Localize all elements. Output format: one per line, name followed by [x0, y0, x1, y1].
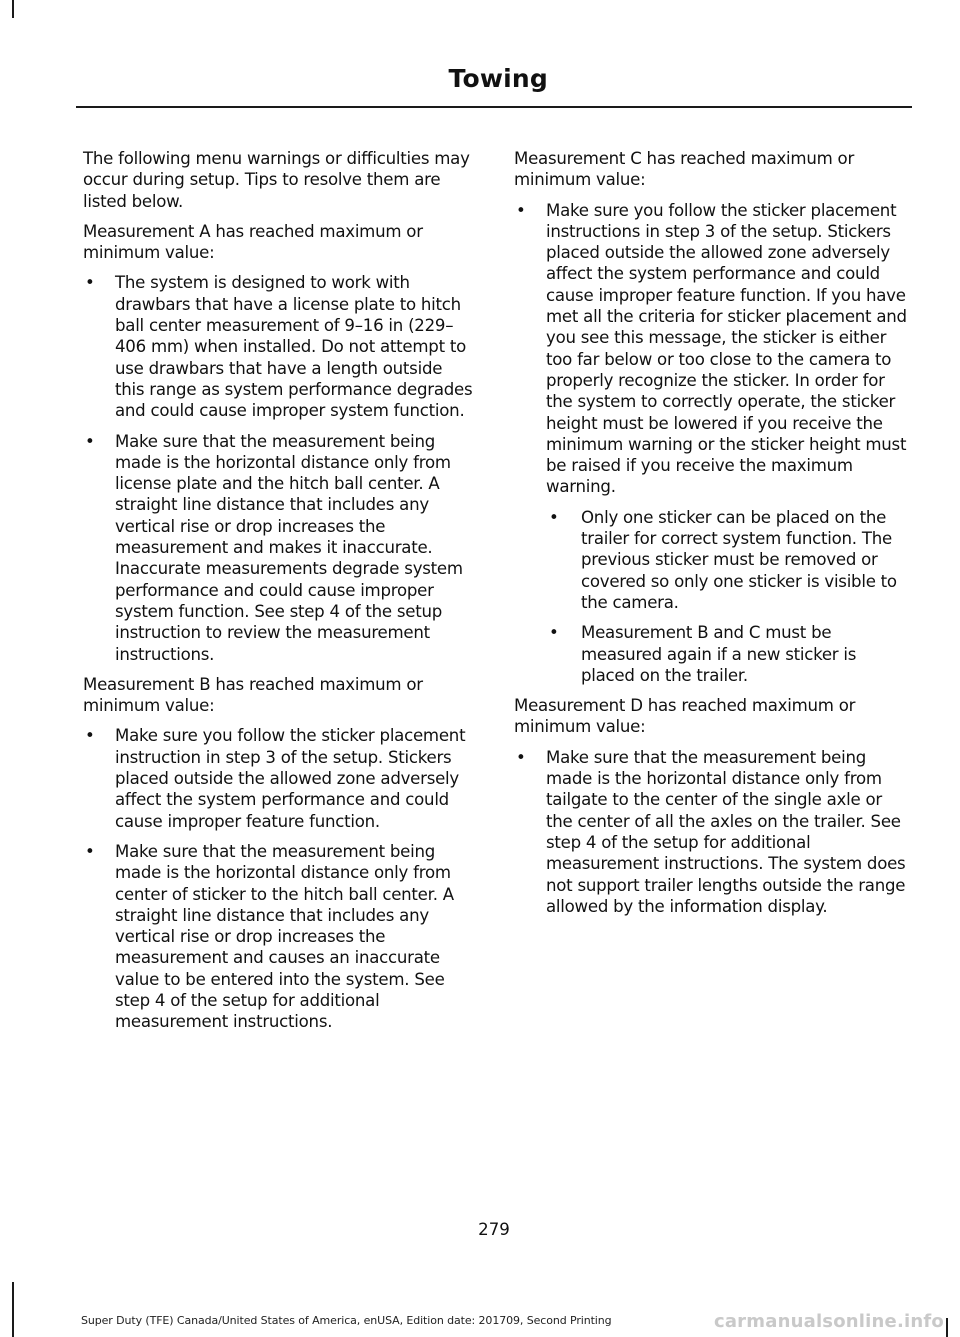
- header-divider: [76, 106, 912, 108]
- bullet-icon: •: [85, 273, 95, 293]
- list-item-text: Make sure that the measurement being made is the horizontal distance only from license plate and the hitch ball center. A straight line distance that includes any vertical rise or drop increases the measurement and makes it inaccurate. Inaccurate measurements degrade system performance and could cause improper system function. See step 4 of the setup instruction to review the measurement instructions.: [115, 431, 463, 664]
- crop-mark-bottom-right: [946, 1318, 948, 1337]
- bullet-icon: •: [516, 747, 526, 767]
- measurement-a-heading: Measurement A has reached maximum or minimum value:: [83, 221, 423, 263]
- bullet-icon: •: [549, 507, 559, 527]
- list-item-text: Make sure you follow the sticker placement instructions in step 3 of the setup. Stickers placed outside the allowed zone adversely affect the system performance and could cause improper feature function. If you have met all the criteria for sticker placement and you see this message, the sticker is either too far below or too close to the camera to properly recognize the sticker. In order for the system to correctly operate, the sticker height must be lowered if you receive the minimum warning or the sticker height must be raised if you receive the maximum warning.: [546, 200, 907, 497]
- sub-list-item: [514, 507, 907, 613]
- page-title: Towing: [448, 64, 548, 93]
- list-item: [514, 200, 907, 498]
- measurement-c-heading: Measurement C has reached maximum or minimum value:: [514, 149, 855, 190]
- measurement-b-heading: Measurement B has reached maximum or minimum value:: [83, 674, 423, 716]
- bullet-icon: •: [85, 841, 95, 861]
- measurement-d-heading: Measurement D has reached maximum or minimum value:: [514, 696, 856, 737]
- list-item-text: The system is designed to work with drawbars that have a license plate to hitch ball center measurement of 9–16 in (229–406 mm) when installed. Do not attempt to use drawbars that have a length outside this range as system performance degrades and could cause improper system function.: [115, 273, 473, 421]
- crop-mark-bottom-left: [12, 1282, 14, 1337]
- list-item: [83, 725, 475, 831]
- sub-list-item-text: Only one sticker can be placed on the trailer for correct system function. The previous sticker must be removed or covered so only one sticker is visible to the camera.: [581, 507, 897, 612]
- list-item: [83, 431, 475, 665]
- list-item-text: Make sure that the measurement being made is the horizontal distance only from center of sticker to the hitch ball center. A straight line distance that includes any vertical rise or drop increases the measurement and causes an inaccurate value to be entered into the system. See step 4 of the setup for additional measurement instructions.: [115, 841, 454, 1032]
- edition-note: Super Duty (TFE) Canada/United States of America, enUSA, Edition date: 201709, Second Printing: [81, 1314, 612, 1327]
- list-item: [83, 841, 475, 1033]
- list-item: [83, 272, 475, 421]
- list-item-text: Make sure that the measurement being made is the horizontal distance only from tailgate to the center of the single axle or the center of all the axles on the trailer. See step 4 of the setup for additional measurement instructions. The system does not support trailer lengths outside the range allowed by the information display.: [546, 747, 906, 916]
- right-column: [514, 148, 907, 926]
- sub-list-item: [514, 622, 907, 686]
- sub-list-item-text: Measurement B and C must be measured again if a new sticker is placed on the trailer.: [581, 623, 857, 685]
- list-item-text: Make sure you follow the sticker placement instruction in step 3 of the setup. Stickers placed outside the allowed zone adversely affect the system performance and could cause improper feature function.: [115, 726, 466, 831]
- crop-mark-top-left: [12, 0, 14, 18]
- bullet-icon: •: [85, 726, 95, 746]
- bullet-icon: •: [516, 200, 526, 220]
- watermark: carmanualsonline.info: [713, 1311, 944, 1332]
- left-column: [83, 148, 475, 1042]
- bullet-icon: •: [549, 623, 559, 643]
- bullet-icon: •: [85, 431, 95, 451]
- intro-paragraph: The following menu warnings or difficulties may occur during setup. Tips to resolve them are listed below.: [83, 149, 470, 211]
- list-item: [514, 747, 907, 917]
- page-number: 279: [478, 1220, 510, 1239]
